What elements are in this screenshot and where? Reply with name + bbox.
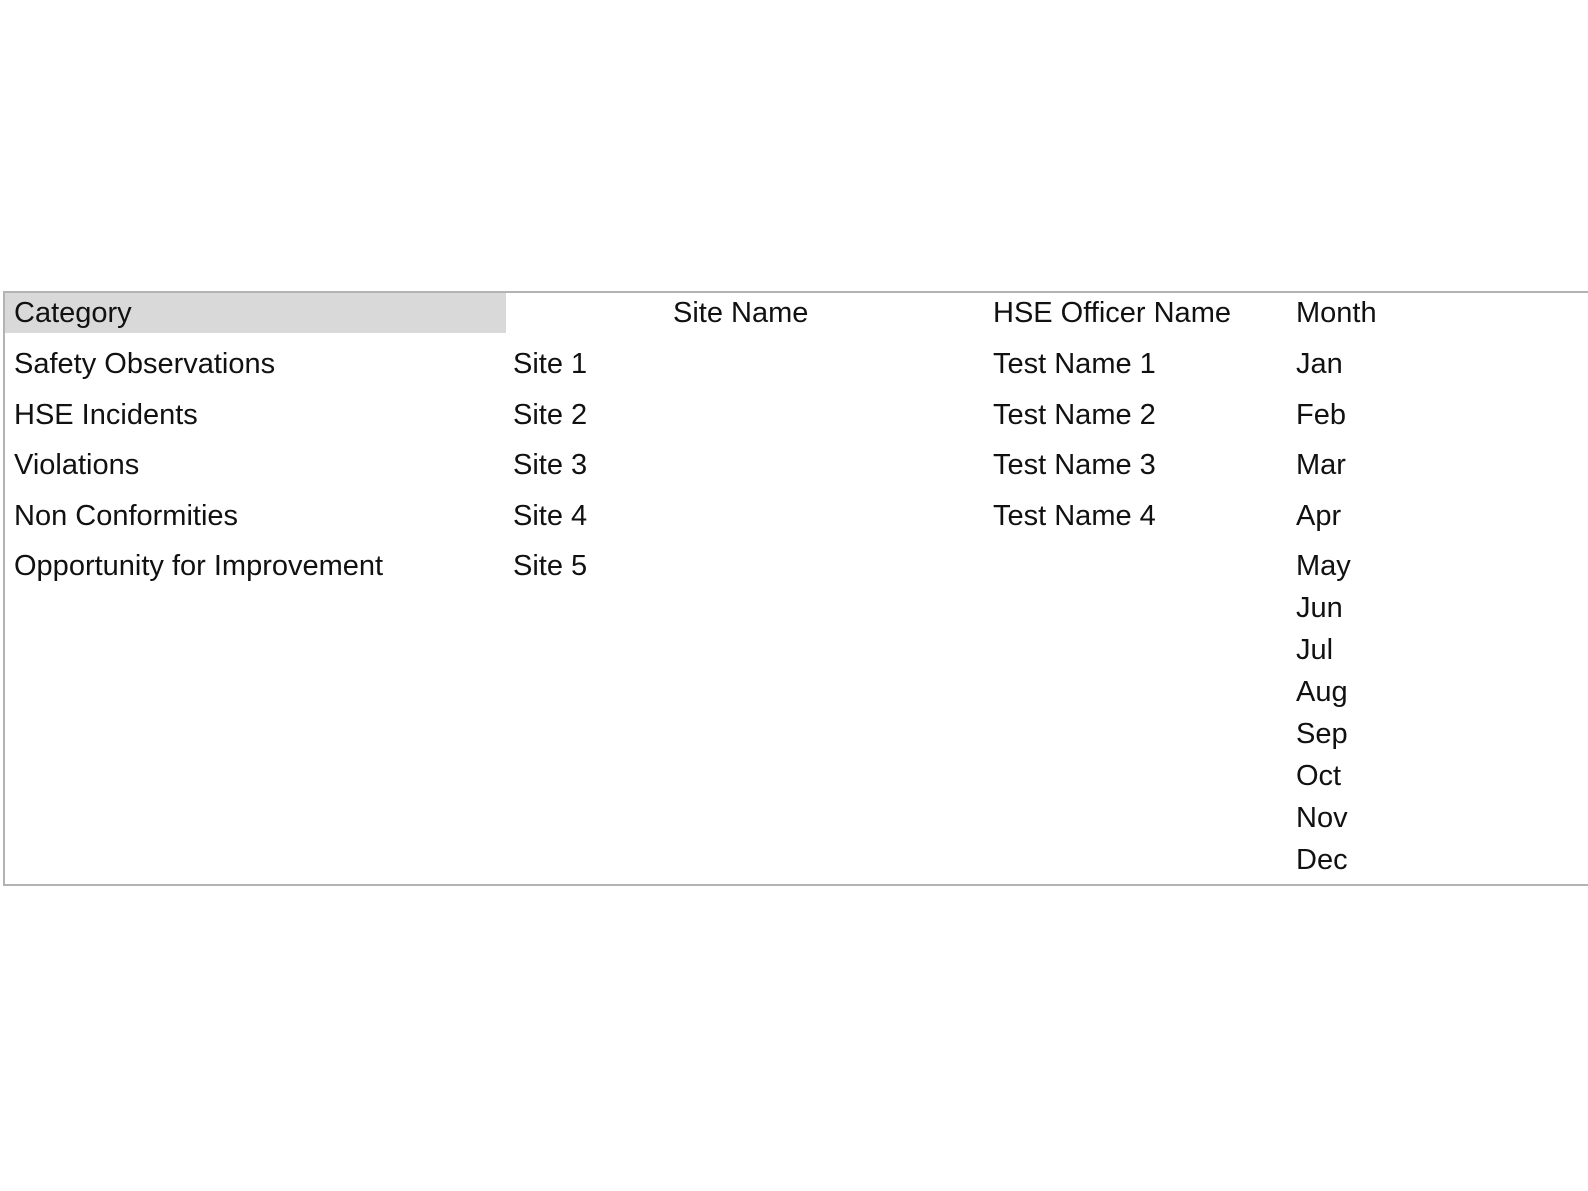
month-cell[interactable]: Jan: [1296, 348, 1343, 380]
officer-cell[interactable]: Test Name 3: [993, 449, 1156, 481]
site-cell[interactable]: Site 3: [513, 449, 588, 481]
officer-cell[interactable]: Test Name 4: [993, 500, 1156, 532]
category-cell[interactable]: Opportunity for Improvement: [14, 550, 384, 582]
site-cell[interactable]: Site 1: [513, 348, 588, 380]
month-cell[interactable]: Jul: [1296, 634, 1334, 666]
category-cell[interactable]: Violations: [14, 449, 140, 481]
category-cell[interactable]: Non Conformities: [14, 500, 239, 532]
header-site-name[interactable]: Site Name: [673, 297, 809, 329]
month-cell[interactable]: Feb: [1296, 399, 1346, 431]
month-cell[interactable]: Aug: [1296, 676, 1348, 708]
spreadsheet-table: [3, 291, 1588, 886]
officer-cell[interactable]: Test Name 2: [993, 399, 1156, 431]
month-cell[interactable]: Dec: [1296, 844, 1348, 876]
site-cell[interactable]: Site 5: [513, 550, 588, 582]
header-category[interactable]: Category: [5, 293, 506, 333]
month-cell[interactable]: Jun: [1296, 592, 1343, 624]
category-cell[interactable]: HSE Incidents: [14, 399, 198, 431]
month-cell[interactable]: Sep: [1296, 718, 1348, 750]
site-cell[interactable]: Site 2: [513, 399, 588, 431]
site-cell[interactable]: Site 4: [513, 500, 588, 532]
month-cell[interactable]: Apr: [1296, 500, 1342, 532]
header-hse-officer-name[interactable]: HSE Officer Name: [993, 297, 1231, 329]
header-month[interactable]: Month: [1296, 297, 1377, 329]
month-cell[interactable]: Nov: [1296, 802, 1348, 834]
month-cell[interactable]: May: [1296, 550, 1351, 582]
month-cell[interactable]: Mar: [1296, 449, 1346, 481]
month-cell[interactable]: Oct: [1296, 760, 1342, 792]
category-cell[interactable]: Safety Observations: [14, 348, 276, 380]
officer-cell[interactable]: Test Name 1: [993, 348, 1156, 380]
